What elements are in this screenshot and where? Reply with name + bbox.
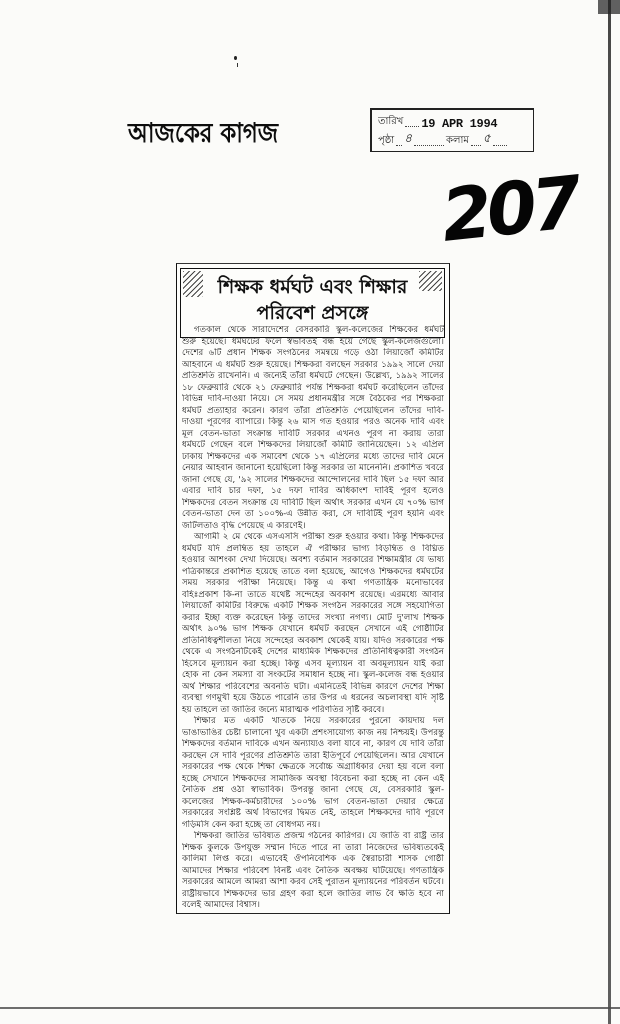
article-line — [182, 325, 444, 337]
article-line-text: ঢাকায় শিক্ষকদের এক সমাবেশ থেকে ১৭ এপ্রিলের মধ্যে তাদের দাবি মেনে — [182, 451, 444, 462]
article-body — [182, 325, 444, 912]
article-line-text: আমাদের শিক্ষার পরিবেশ বিনষ্ট এবং নৈতিক অবক্ষয় ঘটিয়েছে। গণতান্ত্রিক — [182, 865, 444, 876]
article-line — [182, 509, 444, 521]
article-line-text: জানা গেছে যে, '৯২ সালের শিক্ষকদের আন্দোলনের দাবি ছিল ১৫ দফা আর — [182, 474, 444, 485]
column-number: ৫ — [482, 131, 491, 145]
ink-dot — [234, 56, 237, 60]
article-line-text: হিসেবে মূল্যায়ন করা হচ্ছে। কিন্তু এসব মূল্যায়ন বা অবমূল্যায়ন যাই করা — [182, 658, 444, 669]
article-line — [182, 705, 444, 717]
article-line-text: প্রতিশ্রুতি রাখেননি। এ জন্যেই তাঁরা ধর্মঘটে গেছেন। উল্লেখ্য, ১৯৯২ সালের — [182, 371, 444, 381]
date-stamp: 19 APR 1994 — [421, 117, 498, 131]
article-line-text: বলেই আমাদের বিশ্বাস। — [182, 900, 260, 910]
article-line — [182, 877, 444, 889]
article-line — [182, 785, 444, 797]
article-line — [182, 452, 444, 464]
article-line — [182, 555, 444, 567]
article-line-text: লিয়াজোঁ কমিটির বিরুদ্ধে একটি শিক্ষক সংগঠন সরকারের সঙ্গে সহযোগিতা — [182, 601, 444, 611]
ink-tick — [237, 63, 238, 67]
article-line-text: ধর্মঘটে গেছেন বলে শিক্ষকদের লিয়াজোঁ কমিটি জানিয়েছেন। ১২ এপ্রিল — [182, 440, 444, 450]
article-line-text: করার ইচ্ছা ব্যক্ত করেছেন কিন্তু তাদের সংখ্যা নগণ্য। মোট দু'লাখ শিক্ষক — [182, 612, 444, 623]
article-line-text: অর্থ শিক্ষার পরিবেশের অবনতি ঘটা। এমনিতেই বিভিন্ন কারণে দেশের শিক্ষা — [182, 681, 444, 692]
article-line-text: নেয়ার আহবান জানানো হয়েছিলো কিন্তু সরকার তা মানেননি। প্রকাশিত খবরে — [182, 463, 444, 473]
article-line — [182, 900, 444, 912]
dotted-leader — [396, 144, 402, 146]
article-line-text: কালিমা লিপ্ত করে। এভাবেই ঔপনিবেশিক এক স্বৈরাচারী শাসক গোষ্ঠী — [182, 854, 444, 864]
article-line — [182, 808, 444, 820]
article-line — [182, 682, 444, 694]
date-label: তারিখ — [378, 116, 404, 127]
article-line-text: মূল বেতন-ভাতা সংক্রান্ত দাবিটি সরকার এখনও পূরণ না করায় তারা — [182, 428, 444, 439]
article-line — [182, 728, 444, 740]
article-line-text: করছেন সে দাবি পূরণের প্রতিশ্রুতি তারা ইতিপূর্বে পেয়েছিলেন। আর যেখানে — [182, 750, 444, 761]
dotted-leader — [405, 125, 419, 127]
article-line-text: সময় সরকার পরীক্ষা নিয়েছে। কিন্তু এ কথা গণতান্ত্রিক মনোভাবের — [182, 578, 444, 588]
article-line — [182, 866, 444, 878]
article-line — [182, 544, 444, 556]
article-line — [182, 463, 444, 475]
date-row — [378, 112, 527, 131]
article-line-text: ধর্মঘট প্রত্যাহার করেন। কারণ তাঁরা প্রতিশ্রুতি পেয়েছিলেন তাঁদের দাবি- — [182, 405, 444, 416]
article-line — [182, 613, 444, 625]
article-line-text: দাওয়া পূরণের ব্যাপারে। কিন্তু ২৬ মাস গত হওয়ার পরও অনেক দাবি এবং — [182, 417, 444, 427]
article-line-text: শিক্ষকদের বেতন সংক্রান্ত যে দাবিটি ছিল অর্থাৎ সরকার এখন যে ৭০% ভাগ — [182, 497, 444, 508]
page-column-row — [378, 131, 527, 150]
page-label: পৃষ্ঠা — [378, 135, 395, 146]
article-line — [182, 601, 444, 613]
article-line — [182, 429, 444, 441]
article-line — [182, 739, 444, 751]
article-line-text: হচ্ছে সেখানে শিক্ষকদের সামাজিক অবস্থা বিবেচনা করা হচ্ছে না কেন এই — [182, 773, 444, 784]
handwritten-number: 207 — [437, 160, 581, 258]
article-line — [182, 820, 444, 832]
scan-edge-right — [608, 0, 611, 1024]
dotted-leader — [471, 144, 481, 146]
article-line-text: নৈতিক প্রশ্ন ওঠা স্বাভাবিক। উপরন্তু জানা গেছে যে, বেসরকারি স্কুল- — [182, 785, 444, 795]
article-line — [182, 854, 444, 866]
article-line — [182, 371, 444, 383]
article-line-text: ব্যবস্থা গণমুখী হয়ে উঠতে পারেনি তার উপর এ ধরনের অচলাবস্থা যদি সৃষ্টি — [182, 693, 444, 703]
article-line — [182, 590, 444, 602]
article-line — [182, 567, 444, 579]
article-line-text: হয় তাহলে তা জাতির জন্যে মারাত্মক পরিণতির সৃষ্টি করবে। — [182, 704, 385, 715]
article-line-text: কলেজের শিক্ষক-কর্মচারীদের ১০০% ভাগ বেতন-ভাতা দেয়ার ক্ষেত্রে — [182, 796, 444, 807]
article-line — [182, 843, 444, 855]
article-line-text: হোক না কেন সমস্যা বা সংকটের সমাধান হচ্ছে না। স্কুল-কলেজ বন্ধ হওয়ার — [182, 670, 444, 680]
dotted-leader — [414, 144, 444, 146]
article-line — [182, 647, 444, 659]
article-line-text: থেকে এ সংগঠনটিকেই দেশের মাধ্যমিক শিক্ষকদের প্রতিনিধিত্বকারী সংগঠন — [182, 647, 444, 657]
article-line — [182, 383, 444, 395]
article-line — [182, 774, 444, 786]
article-line — [182, 475, 444, 487]
article-line — [182, 716, 444, 728]
dotted-leader — [493, 144, 507, 146]
article-line-text: অর্থাৎ ৯০% ভাগ শিক্ষক যেখানে ধর্মঘট করছেন সেখানে এই গোষ্ঠীটির — [182, 624, 444, 634]
article-line-text: পত্রিকান্তরে প্রকাশিত হয়েছে তাতে বলা হয়েছে, আগেও শিক্ষকদের ধর্মঘটের — [182, 566, 444, 577]
clipping-info-box — [370, 108, 534, 152]
article-line — [182, 636, 444, 648]
headline-line — [181, 275, 444, 299]
article-line-text: শিক্ষার মত একটি খাতকে নিয়ে সরকারের পুরনো কায়দায় দল — [194, 716, 444, 726]
article-line — [182, 578, 444, 590]
article-line — [182, 498, 444, 510]
article-line-text: সরকারের সংশ্লিষ্ট অর্থ বিভাগের দ্বিমত নেই, তাহলে শিক্ষকদের দাবি পূরণে — [182, 808, 444, 818]
article-line — [182, 521, 444, 533]
article-line — [182, 693, 444, 705]
article-line — [182, 762, 444, 774]
article-line-text: প্রতিনিধিত্বশীলতা নিয়ে সন্দেহের অবকাশ থেকেই যায়। যদিও সরকারের পক্ষ — [182, 635, 444, 646]
article-line-text: শিক্ষকরা জাতির ভবিষ্যত প্রজন্ম গঠনের কারিগর। যে জাতি বা রাষ্ট্র তার — [194, 831, 444, 841]
article-line-text: জটিলতাও বৃদ্ধি পেয়েছে এ কারণেই। — [182, 520, 306, 531]
article-line — [182, 797, 444, 809]
article-line — [182, 440, 444, 452]
article-line — [182, 889, 444, 901]
article-line — [182, 406, 444, 418]
article-line — [182, 670, 444, 682]
headline-line — [181, 301, 444, 325]
article-line-text: ভাঙাভাঙির চেষ্টা চালানো খুব একটা প্রশংসাযোগ্য কাজ নয় নিশ্চয়ই। উপরন্তু — [182, 727, 444, 738]
article-line-text: সরকারের আমলে আমরা আশা করব সেই পুরাতন মূল্যায়নের পরিবর্তন ঘটবে। — [182, 877, 444, 887]
headline-text: শিক্ষক ধর্মঘট এবং শিক্ষার — [217, 276, 408, 298]
article-line — [182, 394, 444, 406]
article-line-text: আগামী ২ মে থেকে এসএসসি পরীক্ষা শুরু হওয়ার কথা। কিন্তু শিক্ষকদের — [194, 532, 444, 542]
page-number: ৪ — [404, 131, 412, 145]
scan-edge-bottom — [0, 1007, 620, 1009]
article-line-text: গড়িমসি কেন করা হচ্ছে তা বোধগম্য নয়। — [182, 819, 321, 830]
column-label: কলাম — [446, 135, 469, 146]
article-line — [182, 532, 444, 544]
article-clipping — [176, 263, 450, 914]
article-line — [182, 659, 444, 671]
article-line-text: গতকাল থেকে সারাদেশের বেসরকারি স্কুল-কলেজের শিক্ষকের ধর্মঘট — [194, 325, 444, 335]
article-line — [182, 831, 444, 843]
article-line-text: শুরু হয়েছে। ধর্মঘটের ফলে স্বভাবতই বন্ধ হয়ে গেছে স্কুল-কলেজগুলো। — [182, 336, 444, 347]
article-line-text: দেশের ৬টি প্রধান শিক্ষক সংগঠনের সমন্বয়ে গড়ে ওঠা লিয়াজোঁ কমিটির — [182, 348, 444, 358]
article-line — [182, 337, 444, 349]
article-line-text: শিক্ষক কুলকে উপযুক্ত সম্মান দিতে পারে না তারা নিজেদের ভবিষ্যতকেই — [182, 842, 444, 853]
article-line-text: হওয়ার আশংকা দেখা দিয়েছে। অবশ্য বর্তমান সরকারের শিক্ষামন্ত্রীর যে ভাষ্য — [182, 555, 444, 565]
article-line-text: ১৮ ফেব্রুয়ারি থেকে ২১ ফেব্রুয়ারি পর্যন্ত শিক্ষকরা ধর্মঘট করেছিলেন তাঁদের — [182, 382, 444, 393]
article-line — [182, 360, 444, 372]
article-line — [182, 751, 444, 763]
article-line-text: আহবানে এ ধর্মঘট শুরু হয়েছে। শিক্ষকরা বলছেন সরকার ১৯৯২ সালে দেয়া — [182, 359, 444, 370]
article-line-text: বহিঃপ্রকাশ কি-না তাতে যথেষ্ট সন্দেহের অবকাশ রয়েছে। এরমধ্যে আবার — [182, 589, 444, 600]
article-line-text: ধর্মঘট যদি প্রলম্বিত হয় তাহলে ঐ পরীক্ষার ভাগ্য বিড়ম্বিত ও বিঘ্নিত — [182, 543, 444, 554]
article-line — [182, 348, 444, 360]
article-line-text: শিক্ষকদের বর্তমান দাবিকে এখন অন্যায্যও বলা যাবে না, কারণ যে দাবি তাঁরা — [182, 739, 444, 749]
article-line — [182, 486, 444, 498]
article-line-text: বেতন-ভাতা দেন তা ১০০%-এ উন্নীত করা, সে দাবিটিই পূরণ হয়নি এবং — [182, 509, 444, 519]
article-line — [182, 624, 444, 636]
article-line-text: বিভিন্ন দাবি-দাওয়া নিয়ে। সে সময় প্রধানমন্ত্রীর সঙ্গে বৈঠকের পর শিক্ষকরা — [182, 394, 444, 404]
article-line-text: এবার দাবি চার দফা, ১৫ দফা দাবির অধিকাংশ দাবিই পূরণ হলেও — [182, 486, 444, 496]
newspaper-masthead: আজকের কাগজ — [128, 118, 279, 149]
article-line-text: রাষ্ট্রীয়ভাবে শিক্ষকদের ভার গ্রহণ করা হলে জাতির লাভ বৈ ক্ষতি হবে না — [182, 888, 444, 899]
article-line-text: সরকারের পক্ষ থেকে শিক্ষা ক্ষেত্রকে সর্বোচ্চ অগ্রাধিকার দেয়া হয় বলে বলা — [182, 762, 444, 772]
headline-text: পরিবেশ প্রসঙ্গে — [256, 302, 369, 324]
article-line — [182, 417, 444, 429]
